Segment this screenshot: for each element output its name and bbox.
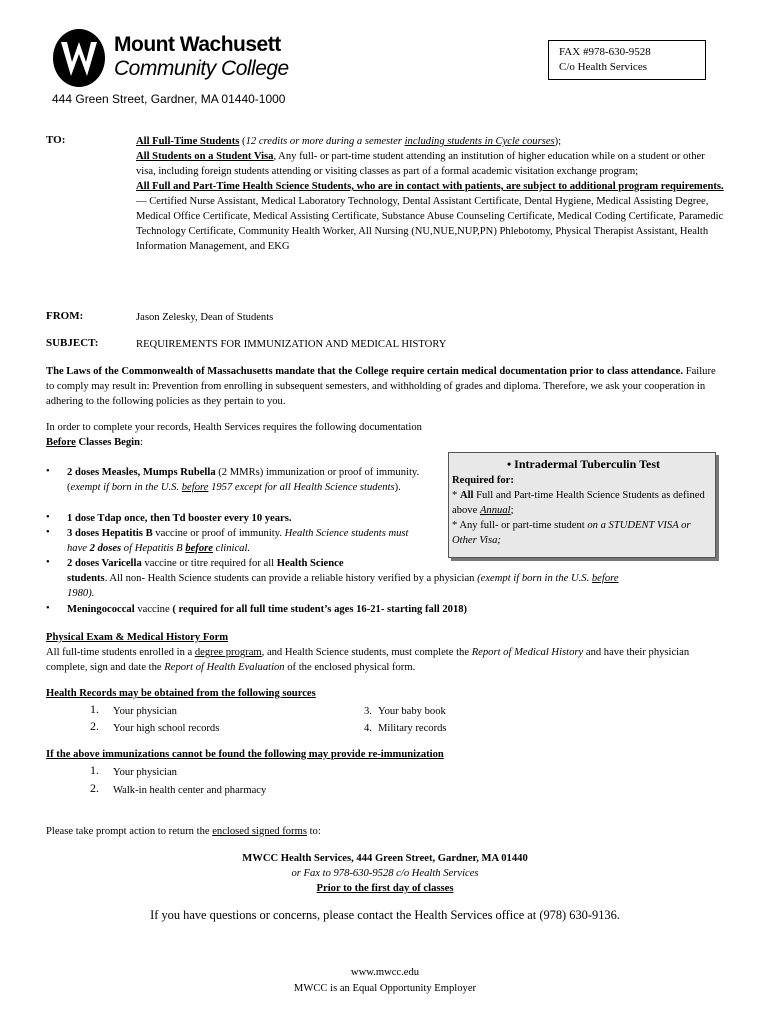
college-address: 444 Green Street, Gardner, MA 01440-1000 [52, 92, 286, 106]
bullet-hepatitis-b: 3 doses Hepatitis B vaccine or proof of immunity. Health Science students must have 2 doses of Hepatitis B before clinical. [67, 528, 409, 554]
bullet-varicella: 2 doses Varicella vaccine or titre required for all Health Science students. All non- Health Science students can provide a reliable history verified by a physician (exempt if born in the U.S. before 1980). [67, 558, 619, 599]
list-number: 1. [90, 763, 99, 777]
to-recipients [136, 134, 726, 254]
intro-paragraph: In order to complete your records, Health Services requires the following documentation Before Classes Begin: [46, 422, 422, 448]
laws-paragraph: The Laws of the Commonwealth of Massachusetts mandate that the College require certain medical documentation prior to class attendance. Failure to comply may result in: Prevention from enrolling in subsequent semesters, and withholding of grades and diploma. Therefore, we ask your cooperation in adhering to the following policies as they pertain to you. [46, 366, 716, 407]
records-source-1: Your physician [113, 706, 177, 717]
reimmunization-heading: If the above immunizations cannot be found the following may provide re-immunization [46, 749, 444, 760]
tb-required: Required for: [452, 475, 514, 486]
list-number: 3. [364, 706, 372, 717]
return-deadline: Prior to the first day of classes [316, 883, 454, 894]
reimmunization-source-1: Your physician [113, 767, 177, 778]
to-label: TO: [46, 134, 66, 146]
tb-requirement-2: * Any full- or part-time student on a STUDENT VISA or Other Visa; [452, 520, 691, 546]
contact-line: If you have questions or concerns, please contact the Health Services office at (978) 630-9136. [150, 908, 620, 922]
recipient-full-time: All Full-Time Students (12 credits or more during a semester including students in Cycle courses); [136, 136, 562, 147]
bullet-dot: • [46, 512, 50, 523]
return-fax: or Fax to 978-630-9528 c/o Health Services [291, 868, 479, 879]
logo-name-line2: Community College [114, 57, 289, 80]
bullet-dot: • [46, 466, 50, 477]
physical-exam-section [46, 630, 726, 675]
return-address: MWCC Health Services, 444 Green Street, Gardner, MA 01440 [242, 853, 528, 864]
bullet-meningococcal: Meningococcal vaccine ( required for all full time student’s ages 16-21- starting fall 2018) [67, 604, 468, 615]
reimmunization-source-2: Walk-in health center and pharmacy [113, 785, 267, 796]
records-source-2: Your high school records [113, 723, 220, 734]
mwcc-logo-mark [52, 28, 106, 88]
tb-requirement-1: * All Full and Part-time Health Science Students as defined above Annual; [452, 490, 705, 516]
return-instructions: Please take prompt action to return the enclosed signed forms to: [46, 826, 321, 837]
records-source-3: Your baby book [378, 706, 446, 717]
bullet-dot: • [46, 527, 50, 538]
bullet-dot: • [46, 557, 50, 568]
fax-attention: C/o Health Services [559, 61, 647, 73]
physical-exam-heading: Physical Exam & Medical History Form [46, 632, 229, 643]
fax-box [548, 40, 706, 80]
recipient-health-science: All Full and Part-Time Health Science Students, who are in contact with patients, are subject to additional program requirements.— Certified Nurse Assistant, Medical Laboratory Technology, Dental Assistant Certificate, Dental Hygiene, Medical Assisting Degree, Medical Office Certificate, Medical Assisting Certificate, Substance Abuse Counseling Certificate, Medical Coding Certificate, Paramedic Technology Certificate, Community Health Worker, All Nursing (NU,NUE,NUP,PN) Phlebotomy, Physical Therapist Assistant, Health Information Management, and EKG [136, 181, 724, 252]
records-source-4: Military records [378, 723, 447, 734]
physical-exam-text: All full-time students enrolled in a degree program, and Health Science students, must complete the Report of Medical History and have their physician complete, sign and date the Report of Health Evaluation of the enclosed physical form. [46, 647, 690, 673]
footer-website: www.mwcc.edu [350, 967, 420, 978]
footer-eoe: MWCC is an Equal Opportunity Employer [293, 983, 477, 994]
logo-name-line1: Mount Wachusett [114, 33, 281, 56]
tuberculin-test-box [448, 452, 716, 558]
tb-title: • Intradermal Tuberculin Test [506, 457, 660, 471]
from-label: FROM: [46, 310, 84, 322]
subject-label: SUBJECT: [46, 337, 99, 349]
list-number: 4. [364, 723, 372, 734]
bullet-tdap: 1 dose Tdap once, then Td booster every 10 years. [67, 513, 292, 524]
list-number: 1. [90, 702, 99, 716]
subject-value: REQUIREMENTS FOR IMMUNIZATION AND MEDICAL HISTORY [136, 339, 447, 350]
list-number: 2. [90, 719, 99, 733]
bullet-dot: • [46, 603, 50, 614]
records-heading: Health Records may be obtained from the following sources [46, 688, 316, 699]
fax-number: FAX #978-630-9528 [559, 46, 651, 58]
bullet-mmr: 2 doses Measles, Mumps Rubella (2 MMRs) immunization or proof of immunity. (exempt if born in the U.S. before 1957 except for all Health Science students). [67, 467, 420, 493]
list-number: 2. [90, 781, 99, 795]
from-value: Jason Zelesky, Dean of Students [136, 312, 274, 323]
recipient-visa: All Students on a Student Visa, Any full- or part-time student attending an institution of higher education while on a student or other visa, including foreign students attending or visiting classes as part of a formal academic visitation exchange program; [136, 151, 705, 177]
